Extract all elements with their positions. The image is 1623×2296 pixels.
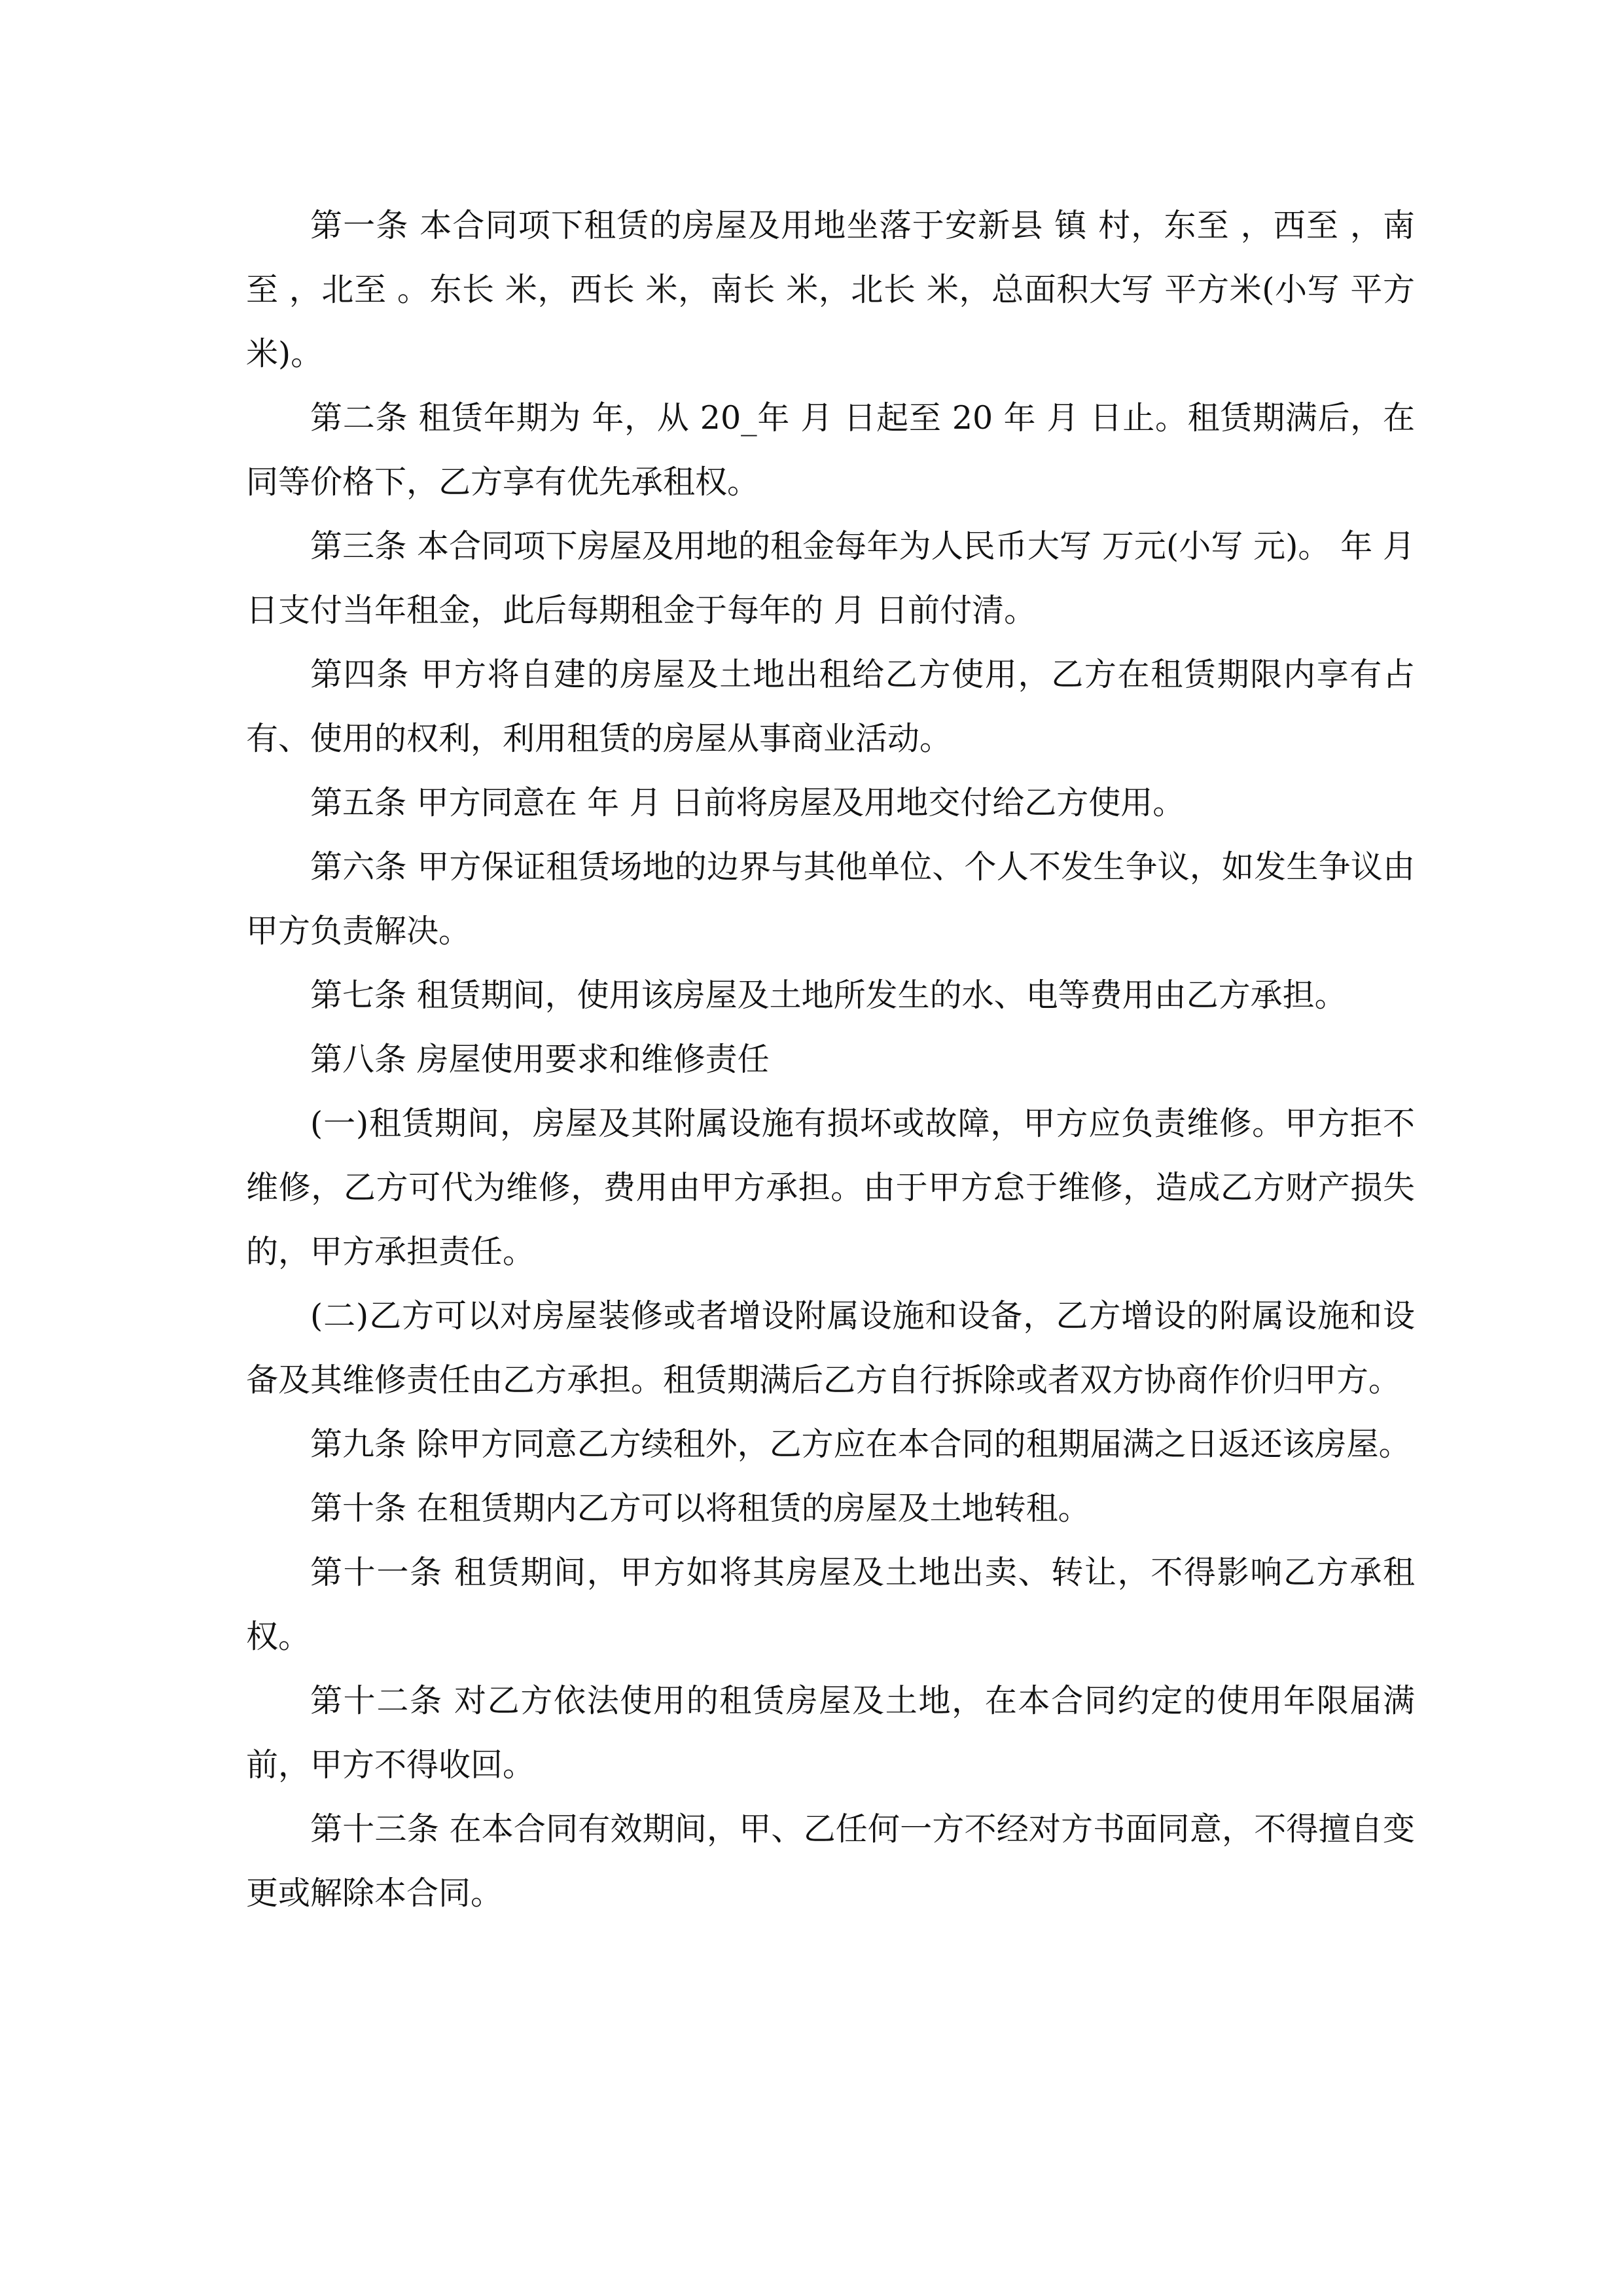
clause-6: 第六条 甲方保证租赁场地的边界与其他单位、个人不发生争议，如发生争议由甲方负责解决。: [246, 848, 1415, 950]
clause-11: 第十一条 租赁期间，甲方如将其房屋及土地出卖、转让，不得影响乙方承租权。: [246, 1554, 1415, 1655]
clause-8-item-1: (一)租赁期间，房屋及其附属设施有损坏或故障，甲方应负责维修。甲方拒不维修，乙方可代为维修，费用由甲方承担。由于甲方怠于维修，造成乙方财产损失的，甲方承担责任。: [246, 1105, 1415, 1270]
clause-4: 第四条 甲方将自建的房屋及土地出租给乙方使用，乙方在租赁期限内享有占有、使用的权利，利用租赁的房屋从事商业活动。: [246, 656, 1415, 757]
clause-1: 第一条 本合同项下租赁的房屋及用地坐落于安新县 镇 村，东至 ，西至 ，南至 ，北至 。东长 米，西长 米，南长 米，北长 米，总面积大写 平方米(小写 平方米)。: [246, 207, 1415, 372]
clause-13: 第十三条 在本合同有效期间，甲、乙任何一方不经对方书面同意，不得擅自变更或解除本合同。: [246, 1810, 1415, 1912]
clause-8-heading: 第八条 房屋使用要求和维修责任: [310, 1041, 770, 1078]
clause-3: 第三条 本合同项下房屋及用地的租金每年为人民币大写 万元(小写 元)。 年 月 日支付当年租金，此后每期租金于每年的 月 日前付清。: [246, 528, 1415, 629]
clause-2: 第二条 租赁年期为 年，从 20_年 月 日起至 20 年 月 日止。租赁期满后，在同等价格下，乙方享有优先承租权。: [246, 399, 1415, 501]
contract-body: [246, 194, 1415, 1926]
clause-5: 第五条 甲方同意在 年 月 日前将房屋及用地交付给乙方使用。: [310, 784, 1185, 821]
clause-10: 第十条 在租赁期内乙方可以将租赁的房屋及土地转租。: [310, 1490, 1090, 1527]
clause-12: 第十二条 对乙方依法使用的租赁房屋及土地，在本合同约定的使用年限届满前，甲方不得收回。: [246, 1682, 1415, 1784]
clause-8-item-2: (二)乙方可以对房屋装修或者增设附属设施和设备，乙方增设的附属设施和设备及其维修责任由乙方承担。租赁期满后乙方自行拆除或者双方协商作价归甲方。: [246, 1297, 1415, 1399]
clause-9: 第九条 除甲方同意乙方续租外，乙方应在本合同的租期届满之日返还该房屋。: [310, 1426, 1411, 1463]
clause-7: 第七条 租赁期间，使用该房屋及土地所发生的水、电等费用由乙方承担。: [310, 977, 1347, 1014]
